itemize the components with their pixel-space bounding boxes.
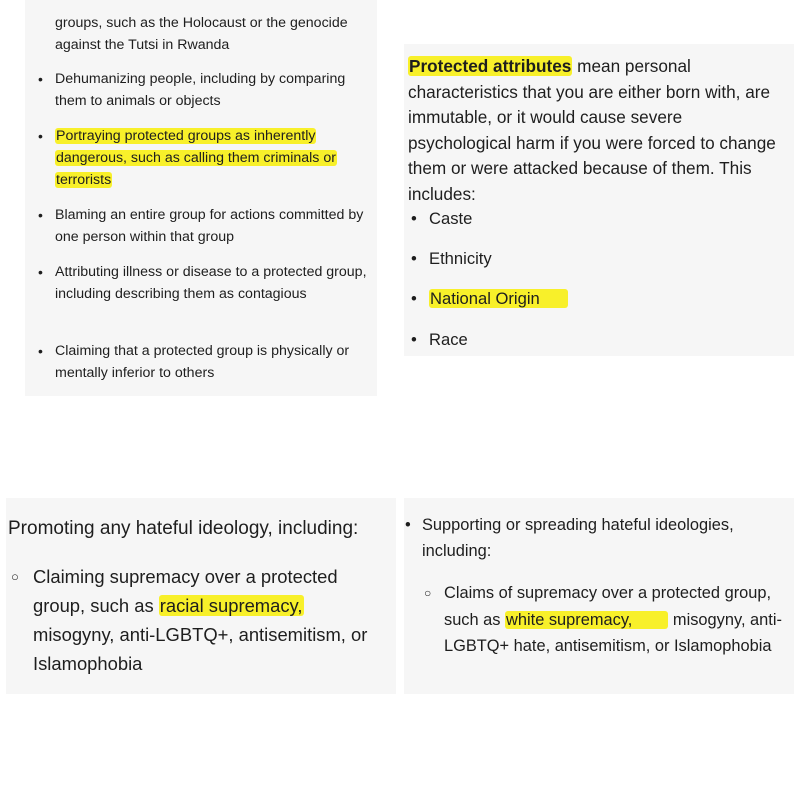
list-item: • Race <box>411 330 468 349</box>
highlighted-text: National Origin <box>429 289 568 308</box>
list-item-highlighted <box>38 125 375 191</box>
circle-bullet-icon: ○ <box>424 586 432 600</box>
policy-excerpt-hateful-ideologies <box>404 498 794 694</box>
defined-term: Protected attributes <box>409 56 572 76</box>
list-item: groups, such as the Holocaust or the genocide against the Tutsi in Rwanda <box>55 15 348 53</box>
policy-excerpt-hateful-ideology <box>6 498 396 694</box>
list-item: • Claiming that a protected group is physically or mentally inferior to others <box>55 340 375 384</box>
bullet-icon: • <box>411 330 417 349</box>
bullet-icon: • <box>38 264 43 280</box>
bullet-icon: • <box>38 207 43 223</box>
list-item: • Attributing illness or disease to a protected group, including describing them as contagious <box>55 261 375 305</box>
sub-list-item: ○ Claims of supremacy over a protected group, such as white supremacy, misogyny, anti-LGBTQ+ hate, antisemitism, or Islamophobia <box>444 580 784 660</box>
bullet-icon: • <box>411 249 417 268</box>
bullet-icon: • <box>405 516 411 534</box>
list-item-highlighted <box>411 288 568 310</box>
circle-bullet-icon: ○ <box>11 569 19 584</box>
bullet-icon: • <box>411 289 417 308</box>
bullet-icon: • <box>411 209 417 228</box>
list-item: • Ethnicity <box>411 249 492 268</box>
bullet-icon: • <box>38 128 43 144</box>
policy-excerpt-dangerous-portrayals <box>25 0 377 396</box>
highlighted-text: racial supremacy, <box>159 595 303 616</box>
section-heading: Promoting any hateful ideology, including: <box>8 518 359 539</box>
list-item: • Dehumanizing people, including by comparing them to animals or objects <box>55 68 375 112</box>
definition-paragraph: Protected attributes mean personal characteristics that you are either born with, are immutable, or it would cause severe psychological harm if you were forced to change them or were attacked because of them. This includes: <box>408 56 776 204</box>
list-item: • Caste <box>411 209 473 228</box>
highlighted-text: white supremacy, <box>505 611 668 629</box>
highlighted-text: Portraying protected groups as inherently dangerous, such as calling them criminals or terrorists <box>56 128 336 188</box>
sub-list-item: ○ Claiming supremacy over a protected group, such as racial supremacy, misogyny, anti-LGBTQ+, antisemitism, or Islamophobia <box>33 562 383 678</box>
policy-excerpt-protected-attributes <box>404 44 794 356</box>
bullet-icon: • <box>38 343 43 359</box>
list-item: • Blaming an entire group for actions committed by one person within that group <box>55 204 375 248</box>
bullet-icon: • <box>38 71 43 87</box>
list-item: • Supporting or spreading hateful ideologies, including: <box>422 512 782 564</box>
